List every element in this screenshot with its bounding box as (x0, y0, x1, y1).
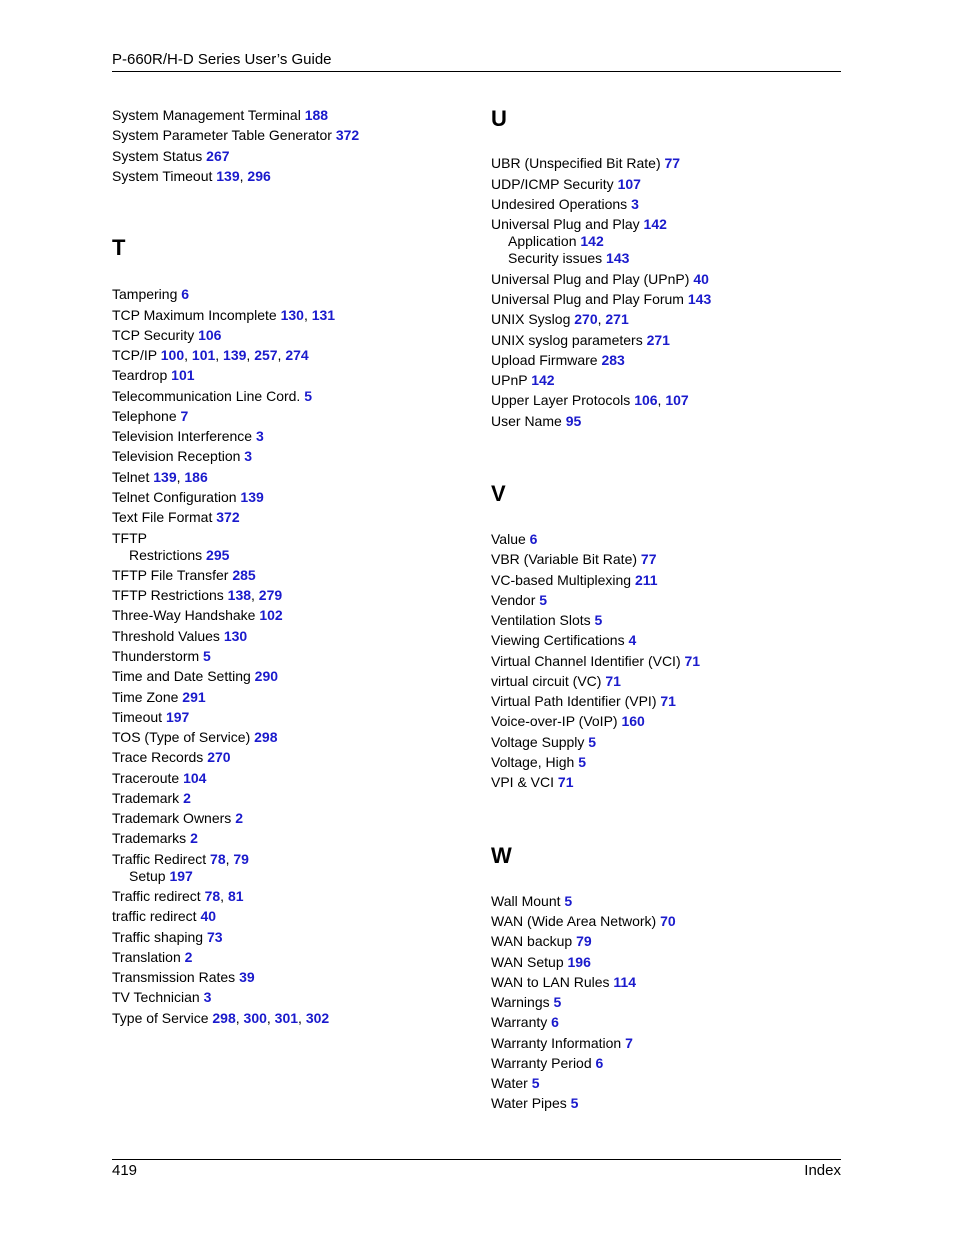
index-subentry (491, 250, 629, 267)
index-term: Telephone (112, 408, 177, 424)
index-entry (112, 770, 206, 787)
index-term: VPI & VCI (491, 774, 555, 790)
index-entry (112, 148, 230, 165)
page-header-title: P-660R/H-D Series User’s Guide (112, 51, 332, 68)
index-entry (491, 1075, 540, 1092)
index-entry (491, 372, 555, 389)
footer-divider (112, 1159, 841, 1160)
page-reference-link[interactable]: 2 (235, 810, 243, 826)
index-entry: Telnet 139, 186 (112, 469, 208, 485)
page-reference-link[interactable]: 160 (621, 713, 645, 729)
index-term: WAN backup (491, 933, 573, 949)
index-term: Traffic redirect (112, 888, 201, 904)
index-term: Teardrop (112, 367, 168, 383)
index-term: Time Zone (112, 689, 179, 705)
page-reference-link[interactable]: 143 (687, 291, 712, 307)
page-reference-link[interactable]: 101 (191, 347, 216, 363)
index-entry (112, 448, 252, 465)
index-term: Translation (112, 949, 181, 965)
page-reference-link[interactable]: 291 (182, 689, 206, 705)
index-term: Trademark (112, 790, 180, 806)
page-reference-link[interactable]: 3 (244, 448, 253, 464)
index-term: Voltage Supply (491, 734, 585, 750)
index-entry (112, 509, 240, 526)
page-reference-link[interactable]: 130 (280, 307, 304, 323)
index-letter-heading: U (491, 106, 507, 131)
index-term: TCP/IP (112, 347, 157, 363)
index-term: Television Interference (112, 428, 253, 444)
index-term: User Name (491, 413, 562, 429)
page-reference-link[interactable]: 372 (216, 509, 240, 525)
index-term: TV Technician (112, 989, 200, 1005)
page-reference-link[interactable]: 7 (625, 1035, 633, 1051)
index-entry (491, 155, 680, 172)
index-entry (491, 216, 667, 233)
page-reference-link[interactable]: 267 (206, 148, 230, 164)
index-entry (112, 327, 221, 344)
page-reference-link[interactable]: 5 (578, 754, 586, 770)
page-reference-link[interactable]: 5 (539, 592, 548, 608)
index-entry (112, 428, 264, 445)
index-term: Tampering (112, 286, 178, 302)
index-term: UPnP (491, 372, 528, 388)
index-term: Wall Mount (491, 893, 561, 909)
index-term: Warranty Period (491, 1055, 592, 1071)
page-reference-link[interactable]: 296 (247, 168, 271, 184)
index-entry (112, 648, 211, 665)
page-reference-link[interactable]: 5 (588, 734, 597, 750)
index-entry (112, 628, 247, 645)
index-entry (112, 127, 359, 144)
page-reference-link[interactable]: 102 (259, 607, 283, 623)
index-entry (491, 693, 676, 710)
index-entry (112, 107, 328, 124)
index-term: Three-Way Handshake (112, 607, 256, 623)
index-term: TCP Maximum Incomplete (112, 307, 277, 323)
page-reference-link[interactable]: 5 (564, 893, 573, 909)
index-entry: Upper Layer Protocols 106, 107 (491, 392, 689, 408)
index-term: Text File Format (112, 509, 213, 525)
page-reference-link[interactable]: 107 (617, 176, 641, 192)
header-divider (112, 71, 841, 72)
index-term: Water Pipes (491, 1095, 567, 1111)
index-term: UNIX syslog parameters (491, 332, 643, 348)
index-term: Telnet (112, 469, 150, 485)
index-term: Undesired Operations (491, 196, 628, 212)
index-subentry (112, 547, 229, 564)
page-reference-link[interactable]: 271 (605, 311, 629, 327)
index-term: Restrictions (129, 547, 203, 563)
index-term: UBR (Unspecified Bit Rate) (491, 155, 661, 171)
index-letter-heading: W (491, 843, 512, 868)
page-reference-link[interactable]: 70 (660, 913, 676, 929)
index-entry (112, 567, 256, 584)
index-entry (112, 908, 216, 925)
index-term: UNIX Syslog (491, 311, 571, 327)
page-reference-link[interactable]: 2 (190, 830, 198, 846)
index-entry: TFTP Restrictions 138, 279 (112, 587, 283, 603)
page-reference-link[interactable]: 6 (529, 531, 538, 547)
page-reference-link[interactable]: 298 (254, 729, 278, 745)
index-entry: Type of Service 298, 300, 301, 302 (112, 1010, 330, 1026)
index-entry (112, 286, 189, 303)
index-entry (491, 1035, 633, 1052)
page-reference-link[interactable]: 3 (203, 989, 212, 1005)
footer-page-number: 419 (112, 1162, 138, 1179)
page-reference-link[interactable]: 107 (665, 392, 689, 408)
index-entry (112, 709, 189, 726)
page-reference-link[interactable]: 139 (240, 489, 264, 505)
index-entry (112, 790, 191, 807)
index-entry (112, 689, 206, 706)
page-reference-link[interactable]: 130 (223, 628, 248, 644)
page-reference-link[interactable]: 2 (183, 790, 191, 806)
index-term: Water (491, 1075, 528, 1091)
page-reference-link[interactable]: 6 (551, 1014, 559, 1030)
index-term: System Status (112, 148, 203, 164)
index-entry: System Timeout 139, 296 (112, 168, 271, 184)
page-reference-link[interactable]: 138 (227, 587, 252, 603)
index-term: Vendor (491, 592, 536, 608)
page-reference-link[interactable]: 78 (204, 888, 221, 904)
page-reference-link[interactable]: 104 (183, 770, 207, 786)
page-reference-link[interactable]: 7 (180, 408, 189, 424)
index-term: Trademarks (112, 830, 187, 846)
page-reference-link[interactable]: 142 (643, 216, 667, 232)
index-term: Timeout (112, 709, 163, 725)
index-entry (112, 949, 192, 966)
page-reference-link[interactable]: 71 (605, 673, 621, 689)
page-reference-link[interactable]: 271 (646, 332, 670, 348)
index-entry (491, 893, 572, 910)
index-entry (112, 388, 312, 405)
page-reference-link[interactable]: 106 (198, 327, 222, 343)
page-reference-link[interactable]: 5 (594, 612, 603, 628)
index-term: Upper Layer Protocols (491, 392, 631, 408)
index-entry (112, 489, 264, 506)
page-reference-link[interactable]: 196 (567, 954, 591, 970)
page-reference-link[interactable]: 79 (576, 933, 592, 949)
index-term: UDP/ICMP Security (491, 176, 614, 192)
page-reference-link[interactable]: 5 (203, 648, 211, 664)
page-reference-link[interactable]: 270 (207, 749, 231, 765)
page-reference-link[interactable]: 2 (184, 949, 193, 965)
index-term: Virtual Channel Identifier (VCI) (491, 653, 681, 669)
index-entry (491, 933, 592, 950)
index-entry (491, 332, 670, 349)
index-term: virtual circuit (VC) (491, 673, 602, 689)
page-reference-link[interactable]: 302 (305, 1010, 330, 1026)
index-term: Trademark Owners (112, 810, 232, 826)
page-reference-link[interactable]: 142 (531, 372, 555, 388)
page-reference-link[interactable]: 142 (580, 233, 604, 249)
page-reference-link[interactable]: 139 (223, 347, 247, 363)
index-entry (112, 929, 223, 946)
page-reference-link[interactable]: 3 (631, 196, 639, 212)
index-term: Universal Plug and Play (491, 216, 640, 232)
index-term: Transmission Rates (112, 969, 236, 985)
index-entry (491, 1014, 559, 1031)
index-entry (491, 551, 656, 568)
index-entry (491, 176, 641, 193)
index-letter-heading: V (491, 481, 506, 506)
index-entry: TCP Maximum Incomplete 130, 131 (112, 307, 336, 323)
index-entry (491, 673, 621, 690)
page-reference-link[interactable]: 5 (304, 388, 313, 404)
index-term: Security issues (508, 250, 603, 266)
index-term: System Parameter Table Generator (112, 127, 332, 143)
index-term: Telecommunication Line Cord. (112, 388, 301, 404)
index-entry (491, 1055, 603, 1072)
page-reference-link[interactable]: 79 (233, 851, 249, 867)
index-entry (491, 196, 639, 213)
page-reference-link[interactable]: 211 (634, 572, 658, 588)
index-entry (491, 531, 537, 548)
page-reference-link[interactable]: 372 (335, 127, 360, 143)
footer-section-name: Index (804, 1162, 841, 1179)
index-term: TOS (Type of Service) (112, 729, 251, 745)
index-term: Setup (129, 868, 166, 884)
page-reference-link[interactable]: 39 (239, 969, 255, 985)
page-reference-link[interactable]: 71 (684, 653, 701, 669)
index-term: Trace Records (112, 749, 204, 765)
index-term: Warranty (491, 1014, 548, 1030)
page-reference-link[interactable]: 106 (634, 392, 658, 408)
index-entry (112, 367, 195, 384)
index-term: Universal Plug and Play (UPnP) (491, 271, 690, 287)
page-reference-link[interactable]: 95 (565, 413, 582, 429)
page-reference-link[interactable]: 101 (171, 367, 195, 383)
page-reference-link[interactable]: 139 (153, 469, 177, 485)
page-reference-link[interactable]: 186 (184, 469, 208, 485)
index-term: Upload Firmware (491, 352, 598, 368)
index-entry (491, 352, 625, 369)
index-entry (491, 913, 676, 930)
index-term: System Timeout (112, 168, 213, 184)
index-entry (491, 1095, 578, 1112)
page-reference-link[interactable]: 5 (553, 994, 562, 1010)
index-letter-heading: T (112, 235, 126, 260)
index-term: TFTP Restrictions (112, 587, 224, 603)
page-reference-link[interactable]: 71 (557, 774, 574, 790)
index-subentry (491, 233, 604, 250)
index-term: Viewing Certifications (491, 632, 625, 648)
page-reference-link[interactable]: 6 (181, 286, 190, 302)
index-term: Ventilation Slots (491, 612, 591, 628)
index-entry (491, 413, 581, 430)
index-entry (491, 271, 709, 288)
index-term: Warranty Information (491, 1035, 622, 1051)
page-reference-link[interactable]: 295 (206, 547, 230, 563)
page-reference-link[interactable]: 257 (254, 347, 278, 363)
index-term: Value (491, 531, 526, 547)
page-reference-link[interactable]: 290 (254, 668, 279, 684)
index-subentry (112, 868, 193, 885)
page-reference-link[interactable]: 73 (206, 929, 223, 945)
index-term: Universal Plug and Play Forum (491, 291, 684, 307)
page-reference-link[interactable]: 114 (613, 974, 636, 990)
index-entry (112, 408, 188, 425)
index-term: Virtual Path Identifier (VPI) (491, 693, 657, 709)
index-entry (112, 989, 211, 1006)
index-term: Type of Service (112, 1010, 209, 1026)
index-term: VC-based Multiplexing (491, 572, 632, 588)
index-entry (112, 530, 147, 547)
index-entry (491, 974, 636, 991)
index-entry (112, 749, 231, 766)
index-entry: UNIX Syslog 270, 271 (491, 311, 629, 327)
index-term: Telnet Configuration (112, 489, 237, 505)
index-entry (491, 713, 645, 730)
index-term: Warnings (491, 994, 550, 1010)
page-reference-link[interactable]: 283 (601, 352, 625, 368)
index-entry (112, 969, 255, 986)
page-reference-link[interactable]: 197 (165, 709, 190, 725)
index-entry (491, 612, 602, 629)
index-entry (112, 729, 277, 746)
page-reference-link[interactable]: 5 (570, 1095, 579, 1111)
page-reference-link[interactable]: 301 (274, 1010, 299, 1026)
page-reference-link[interactable]: 100 (160, 347, 185, 363)
page-reference-link[interactable]: 143 (606, 250, 630, 266)
page-reference-link[interactable]: 40 (693, 271, 709, 287)
index-entry (491, 653, 700, 670)
index-entry (491, 632, 636, 649)
page-reference-link[interactable]: 5 (531, 1075, 540, 1091)
index-entry (491, 572, 658, 589)
index-entry: TCP/IP 100, 101, 139, 257, 274 (112, 347, 309, 363)
page-reference-link[interactable]: 188 (304, 107, 329, 123)
page-reference-link[interactable]: 131 (311, 307, 336, 323)
index-entry (491, 754, 586, 771)
page-reference-link[interactable]: 78 (210, 851, 226, 867)
page-reference-link[interactable]: 300 (243, 1010, 267, 1026)
index-term: TFTP File Transfer (112, 567, 229, 583)
page-reference-link[interactable]: 81 (227, 888, 244, 904)
page-reference-link[interactable]: 270 (574, 311, 598, 327)
page-reference-link[interactable]: 285 (232, 567, 256, 583)
index-term: VBR (Variable Bit Rate) (491, 551, 638, 567)
page-reference-link[interactable]: 4 (628, 632, 637, 648)
index-term: Traffic Redirect (112, 851, 207, 867)
index-term: Thunderstorm (112, 648, 200, 664)
index-term: TFTP (112, 530, 147, 546)
index-term: Traceroute (112, 770, 180, 786)
page-reference-link[interactable]: 3 (255, 428, 264, 444)
index-term: System Management Terminal (112, 107, 301, 123)
index-entry: Traffic Redirect 78, 79 (112, 851, 249, 867)
index-term: Television Reception (112, 448, 241, 464)
index-term: Voice-over-IP (VoIP) (491, 713, 618, 729)
page-reference-link[interactable]: 77 (664, 155, 681, 171)
index-entry (112, 668, 278, 685)
page-reference-link[interactable]: 279 (258, 587, 283, 603)
index-entry: Traffic redirect 78, 81 (112, 888, 244, 904)
index-term: Time and Date Setting (112, 668, 251, 684)
index-entry (491, 592, 547, 609)
index-term: Application (508, 233, 577, 249)
index-term: TCP Security (112, 327, 195, 343)
index-entry (491, 954, 591, 971)
index-entry (491, 734, 596, 751)
index-term: WAN (Wide Area Network) (491, 913, 657, 929)
index-entry (112, 607, 283, 624)
page-reference-link[interactable]: 6 (595, 1055, 604, 1071)
index-term: traffic redirect (112, 908, 197, 924)
page-reference-link[interactable]: 197 (169, 868, 193, 884)
page-reference-link[interactable]: 77 (640, 551, 657, 567)
index-term: WAN to LAN Rules (491, 974, 610, 990)
index-entry (491, 774, 574, 791)
index-term: Traffic shaping (112, 929, 204, 945)
page-reference-link[interactable]: 40 (200, 908, 217, 924)
page-reference-link[interactable]: 71 (660, 693, 676, 709)
page-reference-link[interactable]: 139 (216, 168, 240, 184)
index-entry (112, 810, 243, 827)
index-entry (112, 830, 198, 847)
index-entry (491, 994, 561, 1011)
index-term: Threshold Values (112, 628, 220, 644)
page-reference-link[interactable]: 298 (212, 1010, 236, 1026)
index-term: WAN Setup (491, 954, 564, 970)
page-reference-link[interactable]: 274 (285, 347, 309, 363)
index-term: Voltage, High (491, 754, 575, 770)
index-entry (491, 291, 711, 308)
